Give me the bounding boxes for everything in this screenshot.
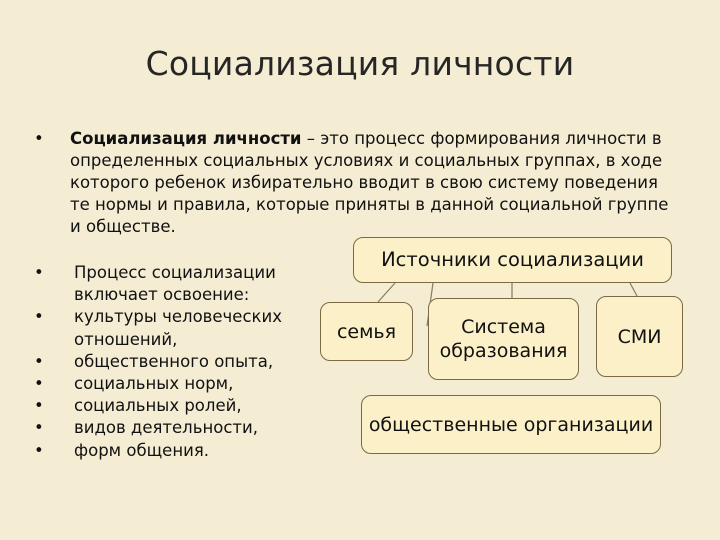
list-item-text: социальных ролей,	[74, 396, 242, 416]
bullet-icon: •	[34, 263, 44, 282]
list-item-text: социальных норм,	[74, 374, 234, 394]
list-item-text: Процесс социализации включает освоение:	[74, 263, 276, 305]
bullet-icon: •	[34, 129, 44, 148]
media-box: СМИ	[596, 296, 683, 377]
bullet-icon: •	[34, 307, 44, 327]
public-organizations-box: общественные организации	[361, 395, 661, 454]
bullet-icon: •	[34, 374, 44, 394]
bullet-icon: •	[34, 440, 44, 460]
list-item-text: общественного опыта,	[74, 351, 274, 371]
definition-term: Социализация личности	[70, 129, 302, 148]
bullet-icon: •	[34, 418, 44, 438]
bullet-icon: •	[34, 396, 44, 416]
connector-family	[378, 283, 395, 302]
sources-header-box: Источники социализации	[353, 237, 672, 283]
definition-body: – это процесс формирования личности в определенных социальных условиях и социальных группах, в ходе которого ребенок избирательно вводит в свою систему поведения те нормы и правила, которые приняты в данной социальной группе и обществе.	[70, 129, 669, 236]
connector-media	[630, 283, 637, 296]
list-item-text: видов деятельности,	[74, 418, 258, 438]
family-box: семья	[320, 302, 413, 361]
list-item-text: культуры человеческих отношений,	[74, 307, 282, 349]
education-system-box: Система образования	[428, 298, 579, 380]
bullet-icon: •	[34, 351, 44, 371]
list-item-text: форм общения.	[74, 440, 210, 460]
slide-title: Социализация личности	[145, 44, 575, 83]
